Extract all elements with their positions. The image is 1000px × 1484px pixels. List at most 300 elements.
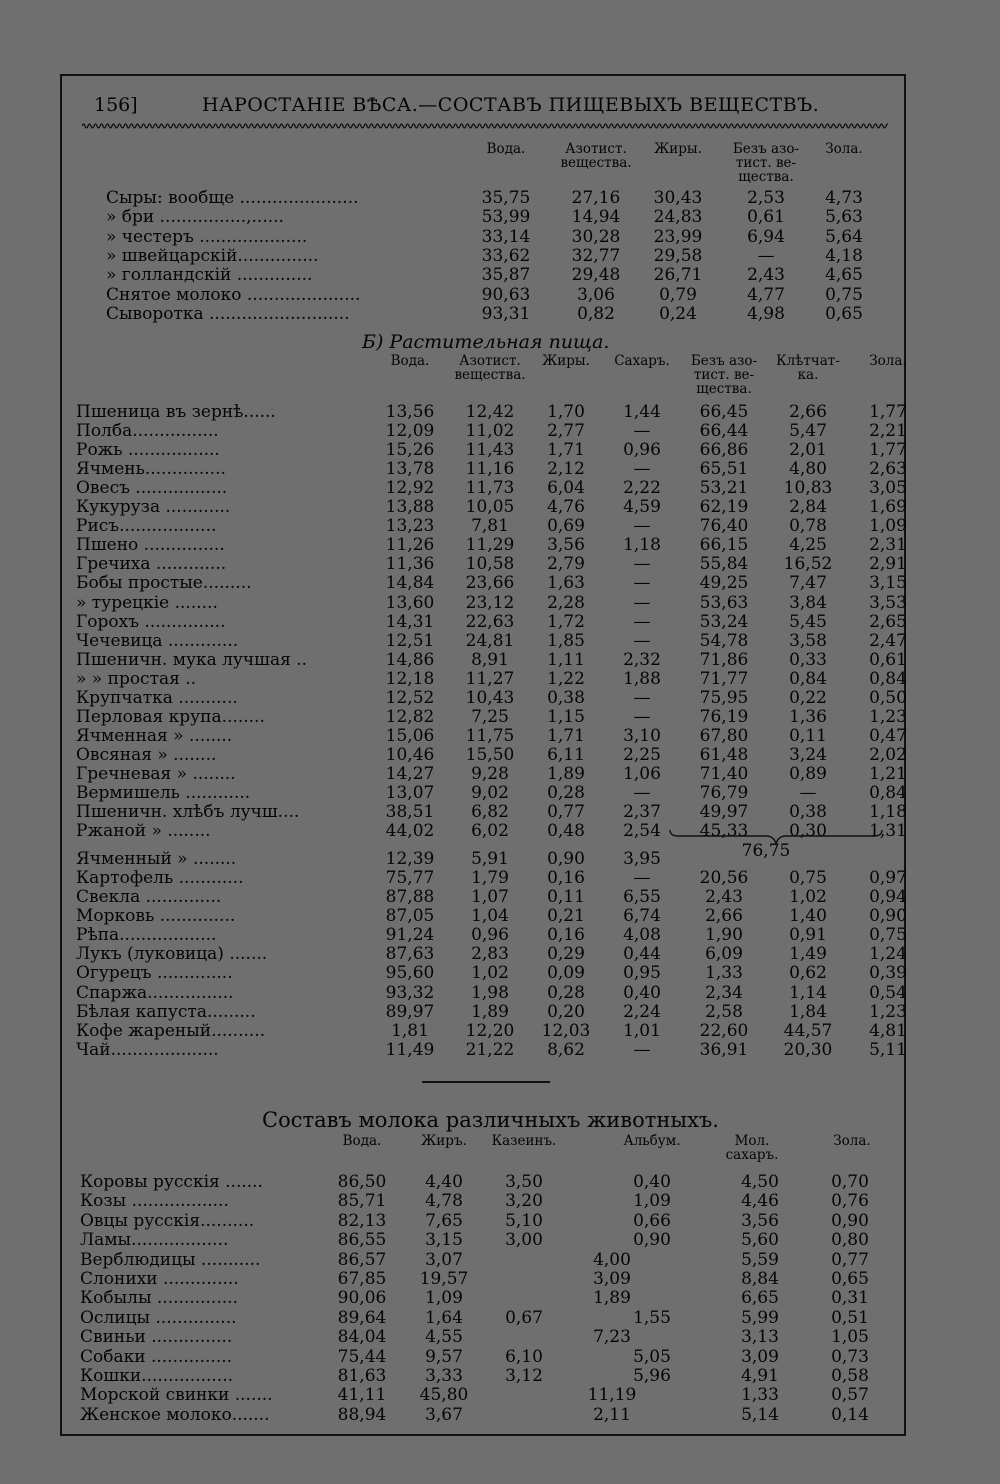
cell-value: 4,76 [547,497,585,518]
cell-value: 76,79 [699,783,749,803]
cell-value: 4,80 [789,459,827,480]
table-row [106,304,896,323]
cell-value: 9,57 [425,1346,463,1367]
cell-value: 13,07 [385,783,435,803]
cell-value: 0,97 [869,868,907,889]
cell-value: 16,52 [783,554,833,575]
cell-value: 87,88 [385,887,435,908]
cell-value: 3,56 [547,535,585,556]
cell-value: 3,84 [789,592,827,613]
table-row [80,1191,890,1210]
row-label: » честеръ .................... [106,226,308,247]
row-label: Горохъ ............... [76,611,226,632]
column-header: Вода. [486,141,526,157]
column-header: Безъ азо-тист. ве-щества. [690,353,758,397]
cell-value: 1,05 [831,1327,869,1348]
table-row [76,649,907,670]
table-row [80,1269,890,1288]
cell-value: 3,50 [505,1172,543,1192]
cell-value: — [633,783,651,803]
cell-value: 0,77 [831,1249,869,1270]
cell-value: 0,95 [623,963,661,984]
cell-value: 66,45 [699,402,749,422]
cell-value: — [799,783,817,803]
cell-value: 89,97 [385,1001,435,1022]
row-label: Собаки ............... [80,1346,233,1367]
cell-value: 54,78 [699,630,749,651]
wavy-divider [82,120,888,132]
cell-value: 38,51 [385,802,435,823]
cell-value: 3,33 [425,1366,463,1386]
cell-value: 22,63 [465,611,515,632]
cell-value: 0,31 [831,1288,869,1309]
row-label: Пшено ............... [76,535,225,556]
milk-composition-table [80,1134,890,1424]
row-label: Сыворотка .......................... [106,303,350,324]
table-row [76,687,907,708]
cell-value: 53,24 [699,611,749,632]
column-header: Азотист. вещества. [454,353,526,383]
cell-value: 0,66 [633,1210,671,1231]
row-label: Морковь .............. [76,906,236,927]
cell-value: 6,10 [505,1346,543,1367]
cell-value: 2,65 [869,611,907,632]
cell-value: 0,40 [623,982,661,1003]
row-label: Пшеничн. хлѣбъ лучш.... [76,802,300,823]
cell-value: 8,84 [741,1269,779,1289]
cell-value: 4,25 [789,535,827,556]
cell-value: 45,80 [419,1385,469,1406]
cell-value: 33,62 [481,245,531,266]
cell-value: 0,22 [789,687,827,708]
cell-value: 86,55 [337,1230,387,1251]
cell-value: 10,43 [465,687,515,708]
cell-value: 76,19 [699,706,749,727]
cell-value: — [633,687,651,708]
cell-value: — [633,868,651,889]
cell-value: 15,26 [385,440,435,461]
table-row [76,516,907,537]
column-header: Мол. сахаръ. [725,1133,779,1163]
cell-value: 0,39 [869,963,907,984]
cell-value: 7,81 [471,516,509,537]
cell-value: 81,63 [337,1366,387,1386]
page-number: 156] [94,94,138,116]
cell-value: 12,03 [541,1020,591,1041]
cell-value: 0,65 [831,1269,869,1289]
cell-value: 1,01 [623,1020,661,1041]
table-row [80,1308,890,1327]
cell-value: 33,14 [481,226,531,247]
cell-value: 11,27 [465,668,515,689]
cell-value: 6,55 [623,887,661,908]
cell-value: 0,77 [547,802,585,823]
table-row [80,1327,890,1346]
row-label: Верблюдицы ........... [80,1249,261,1270]
cell-value: 86,50 [337,1172,387,1192]
cell-value: 4,40 [425,1172,463,1192]
cell-value: 13,88 [385,497,435,518]
cell-value: 9,02 [471,783,509,803]
cell-value: 0,84 [869,668,907,689]
cell-value: 0,14 [831,1404,869,1425]
cell-value: 53,63 [699,592,749,613]
table-row [76,725,907,746]
cell-value: 0,40 [633,1172,671,1192]
table-row [106,265,896,284]
table-row [106,246,896,265]
cell-value: 3,00 [505,1230,543,1251]
cell-value: 75,77 [385,868,435,889]
cell-value: 0,67 [505,1307,543,1328]
cell-value: 82,13 [337,1210,387,1231]
column-header: Жиры. [654,141,702,157]
cell-value: 67,85 [337,1269,387,1289]
cell-value: 0,69 [547,516,585,537]
row-label: Полба................ [76,421,219,442]
cell-value: 12,52 [385,687,435,708]
cell-value: 0,82 [577,303,615,324]
cell-value: 2,58 [705,1001,743,1022]
cell-value: 7,23 [593,1327,631,1348]
brace-mark [668,828,888,848]
cell-value: 0,65 [825,303,863,324]
cell-value: — [757,245,775,266]
cell-value: 1,23 [869,706,907,727]
cell-value: 2,12 [547,459,585,480]
cell-value: 0,75 [869,925,907,946]
column-header: Казеинъ. [491,1133,557,1149]
table-row [106,227,896,246]
table-row [76,535,907,556]
cell-value: 24,83 [653,207,703,228]
cell-value: 3,95 [623,849,661,870]
cell-value: 44,57 [783,1020,833,1041]
table-row [106,188,896,207]
cell-value: 7,47 [789,573,827,594]
cell-value: 2,79 [547,554,585,575]
cell-value: 2,43 [747,265,785,286]
row-label: » бри ................,...... [106,207,284,228]
cell-value: 0,16 [547,925,585,946]
cell-value: 6,65 [741,1288,779,1309]
cell-value: 12,42 [465,402,515,422]
table-row [76,497,907,518]
cell-value: 11,26 [385,535,435,556]
table-row [80,1366,890,1385]
cell-value: 11,73 [465,478,515,499]
cell-value: 3,24 [789,744,827,765]
cell-value: 26,71 [653,265,703,286]
cell-value: 4,00 [593,1249,631,1270]
cell-value: 1,23 [869,1001,907,1022]
cell-value: 1,33 [705,963,743,984]
table-row [106,285,896,304]
table-row [76,573,907,594]
table-row [76,478,907,499]
cell-value: 0,61 [869,649,907,670]
row-label: Гречиха ............. [76,554,227,575]
cell-value: 1,02 [789,887,827,908]
table-row [76,944,907,965]
cell-value: 53,99 [481,207,531,228]
cell-value: 75,44 [337,1346,387,1367]
table-row [76,887,907,908]
section-rule [422,1081,550,1083]
table-row [76,744,907,765]
cell-value: — [633,516,651,537]
cell-value: 2,66 [705,906,743,927]
cell-value: — [633,421,651,442]
cell-value: 2,22 [623,478,661,499]
cell-value: 5,10 [505,1210,543,1231]
column-header: Сахаръ. [614,353,670,369]
cell-value: 1,06 [623,763,661,784]
cell-value: 30,43 [653,188,703,208]
cell-value: 3,20 [505,1191,543,1212]
cell-value: 2,25 [623,744,661,765]
cell-value: 1,40 [789,906,827,927]
cell-value: 6,11 [547,744,585,765]
row-label: Чечевица ............. [76,630,239,651]
table-row [76,706,907,727]
cell-value: 1,64 [425,1307,463,1328]
cell-value: 7,25 [471,706,509,727]
table-row [76,421,907,442]
cell-value: 6,94 [747,226,785,247]
cell-value: 1,70 [547,402,585,422]
cell-value: 23,12 [465,592,515,613]
row-label: Ослицы ............... [80,1307,237,1328]
section-c-title: Составъ молока различныхъ животныхъ. [262,1108,719,1132]
row-label: Козы .................. [80,1191,229,1212]
cell-value: 4,46 [741,1191,779,1212]
table-row [80,1230,890,1249]
cell-value: 1,02 [471,963,509,984]
cell-value: 67,80 [699,725,749,746]
row-label: Бѣлая капуста......... [76,1001,256,1022]
cell-value: 0,58 [831,1366,869,1386]
cell-value: — [633,573,651,594]
cell-value: 12,09 [385,421,435,442]
row-label: Морской свинки ....... [80,1385,273,1406]
cell-value: 36,91 [699,1039,749,1060]
table-row [76,783,907,803]
cell-value: 3,53 [869,592,907,613]
cell-value: 0,38 [789,802,827,823]
cell-value: 4,50 [741,1172,779,1192]
cell-value: 32,77 [571,245,621,266]
cell-value: 11,75 [465,725,515,746]
cell-value: 65,51 [699,459,749,480]
cell-value: 71,86 [699,649,749,670]
cell-value: 1,11 [547,649,585,670]
cell-value: 5,14 [741,1404,779,1425]
cell-value: 10,83 [783,478,833,499]
cell-value: 75,95 [699,687,749,708]
cell-value: 8,91 [471,649,509,670]
cell-value: — [633,1039,651,1060]
cell-value: 24,81 [465,630,515,651]
cell-value: 6,02 [471,821,509,842]
row-label: Гречневая » ........ [76,763,236,784]
cell-value: 3,10 [623,725,661,746]
cell-value: 3,15 [425,1230,463,1251]
cell-value: 2,01 [789,440,827,461]
cell-value: 1,09 [869,516,907,537]
row-label: Лукъ (луковица) ....... [76,944,268,965]
cell-value: 0,80 [831,1230,869,1251]
cell-value: 0,90 [547,849,585,870]
cell-value: 1,88 [623,668,661,689]
cell-value: 6,09 [705,944,743,965]
row-label: Свиньи ............... [80,1327,233,1348]
cell-value: 0,20 [547,1001,585,1022]
row-label: Чай.................... [76,1039,219,1060]
cell-value: 0,50 [869,687,907,708]
cell-value: — [633,592,651,613]
cell-value: 0,61 [747,207,785,228]
cell-value: 86,57 [337,1249,387,1270]
cell-value: 66,15 [699,535,749,556]
cell-value: 2,53 [747,188,785,208]
cell-value: 29,48 [571,265,621,286]
cell-value: 0,47 [869,725,907,746]
cell-value: 11,19 [587,1385,637,1406]
page-header [94,94,884,122]
table-row [80,1288,890,1307]
cell-value: 1,79 [471,868,509,889]
cell-value: 0,75 [825,284,863,305]
cell-value: 1,07 [471,887,509,908]
cell-value: 5,47 [789,421,827,442]
cell-value: 0,96 [471,925,509,946]
cell-value: 0,84 [869,783,907,803]
cell-value: 0,91 [789,925,827,946]
cell-value: 8,62 [547,1039,585,1060]
cell-value: 93,31 [481,303,531,324]
cell-value: 1,33 [741,1385,779,1406]
cell-value: 3,12 [505,1366,543,1386]
cell-value: 3,13 [741,1327,779,1348]
cell-value: 87,05 [385,906,435,927]
cell-value: 2,66 [789,402,827,422]
cell-value: 1,55 [633,1307,671,1328]
cell-value: 1,18 [623,535,661,556]
row-label: Крупчатка ........... [76,687,238,708]
table-row [80,1405,890,1424]
row-label: Снятое молоко ..................... [106,284,361,305]
table-row [76,906,907,927]
cell-value: 14,94 [571,207,621,228]
cell-value: 0,73 [831,1346,869,1367]
row-label: » швейцарскій............... [106,245,319,266]
cell-value: 90,06 [337,1288,387,1309]
row-label: Бобы простые......... [76,573,252,594]
column-header: Клѣтчат-ка. [776,353,840,383]
row-label: Ячмень............... [76,459,226,480]
cell-value: 4,73 [825,188,863,208]
cell-value: 0,28 [547,982,585,1003]
cell-value: 0,70 [831,1172,869,1192]
cell-value: 4,59 [623,497,661,518]
cell-value: 66,86 [699,440,749,461]
cell-value: 1,98 [471,982,509,1003]
page-title: НАРОСТАНІЕ ВѢСА.—СОСТАВЪ ПИЩЕВЫХЪ ВЕЩЕСТВЪ. [202,94,820,116]
table-row [76,963,907,984]
table-row [76,592,907,613]
table-row [76,1039,907,1060]
cell-value: 2,28 [547,592,585,613]
cell-value: 15,06 [385,725,435,746]
cell-value: 3,56 [741,1210,779,1231]
cell-value: 1,31 [869,821,907,842]
cell-value: 3,09 [741,1346,779,1367]
cell-value: 35,87 [481,265,531,286]
row-label: Рожь ................. [76,440,220,461]
row-label: Ячменный » ........ [76,849,237,870]
row-label: Кошки................. [80,1366,234,1386]
table-row [76,868,907,889]
cell-value: 1,90 [705,925,743,946]
row-label: Ржаной » ........ [76,821,211,842]
cell-value: 3,09 [593,1269,631,1289]
cell-value: 1,85 [547,630,585,651]
cell-value: 9,28 [471,763,509,784]
cell-value: 95,60 [385,963,435,984]
column-header: Зола. [833,1133,871,1149]
cell-value: 11,02 [465,421,515,442]
cell-value: 10,05 [465,497,515,518]
cell-value: 2,83 [471,944,509,965]
cell-value: 0,48 [547,821,585,842]
table-row [76,668,907,689]
column-header: Альбум. [623,1133,681,1149]
combined-value: 76,75 [741,841,791,862]
cell-value: 11,36 [385,554,435,575]
table-row [76,1001,907,1022]
cell-value: 14,86 [385,649,435,670]
cell-value: 0,75 [789,868,827,889]
cell-value: 85,71 [337,1191,387,1212]
cell-value: 4,65 [825,265,863,286]
cell-value: 0,89 [789,763,827,784]
cell-value: 0,90 [831,1210,869,1231]
cell-value: 61,48 [699,744,749,765]
cell-value: — [633,630,651,651]
cell-value: 1,24 [869,944,907,965]
cell-value: 2,34 [705,982,743,1003]
cell-value: 4,77 [747,284,785,305]
cell-value: 0,62 [789,963,827,984]
cell-value: 0,90 [633,1230,671,1251]
row-label: Перловая крупа........ [76,706,265,727]
cell-value: 3,15 [869,573,907,594]
cell-value: 11,16 [465,459,515,480]
cell-value: 14,31 [385,611,435,632]
row-label: Сыры: вообще ...................... [106,188,359,208]
cell-value: 30,28 [571,226,621,247]
cell-value: 14,84 [385,573,435,594]
cell-value: — [633,706,651,727]
cell-value: 0,09 [547,963,585,984]
cell-value: 1,69 [869,497,907,518]
cell-value: 10,46 [385,744,435,765]
cell-value: — [633,611,651,632]
cell-value: 90,63 [481,284,531,305]
cell-value: 0,11 [789,725,827,746]
cell-value: 13,56 [385,402,435,422]
